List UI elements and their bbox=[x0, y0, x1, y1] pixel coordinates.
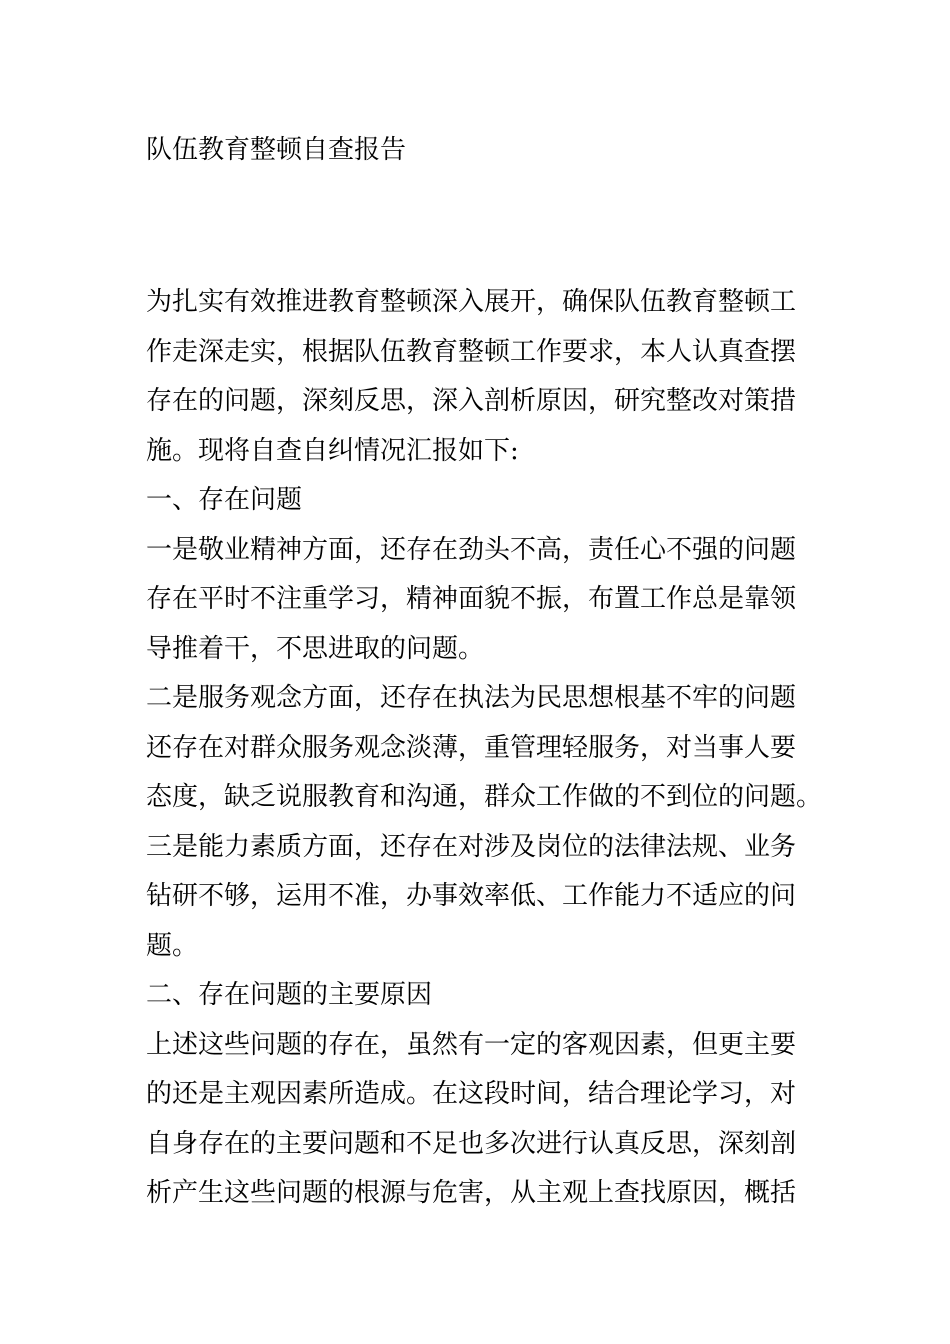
body-line: 导推着干，不思进取的问题。 bbox=[146, 633, 485, 664]
body-line: 态度，缺乏说服教育和沟通，群众工作做的不到位的问题。 bbox=[146, 782, 823, 812]
body-line: 存在的问题，深刻反思，深入剖析原因，研究整改对策措 bbox=[146, 386, 797, 416]
body-line: 题。 bbox=[146, 930, 199, 961]
body-line: 还存在对群众服务观念淡薄，重管理轻服务，对当事人要 bbox=[146, 732, 797, 763]
body-line: 上述这些问题的存在，虽然有一定的客观因素，但更主要 bbox=[146, 1029, 797, 1060]
document-title: 队伍教育整顿自查报告 bbox=[146, 135, 407, 165]
section-heading: 二、存在问题的主要原因 bbox=[146, 980, 433, 1010]
body-line: 三是能力素质方面，还存在对涉及岗位的法律法规、业务 bbox=[146, 831, 797, 862]
body-line: 的还是主观因素所造成。在这段时间，结合理论学习，对 bbox=[146, 1079, 797, 1109]
body-line: 存在平时不注重学习，精神面貌不振，布置工作总是靠领 bbox=[146, 584, 797, 614]
body-line: 钻研不够，运用不准，办事效率低、工作能力不适应的问 bbox=[146, 881, 797, 911]
body-line: 施。现将自查自纠情况汇报如下: bbox=[146, 435, 519, 466]
document-body bbox=[146, 278, 826, 1219]
body-line: 为扎实有效推进教育整顿深入展开，确保队伍教育整顿工 bbox=[146, 287, 797, 317]
body-line: 析产生这些问题的根源与危害，从主观上查找原因，概括 bbox=[146, 1178, 797, 1208]
body-line: 作走深走实，根据队伍教育整顿工作要求，本人认真查摆 bbox=[146, 336, 797, 367]
section-heading: 一、存在问题 bbox=[146, 485, 303, 515]
body-line: 二是服务观念方面，还存在执法为民思想根基不牢的问题 bbox=[146, 683, 797, 713]
body-line: 一是敬业精神方面，还存在劲头不高，责任心不强的问题 bbox=[146, 534, 797, 565]
body-line: 自身存在的主要问题和不足也多次进行认真反思，深刻剖 bbox=[146, 1128, 797, 1159]
